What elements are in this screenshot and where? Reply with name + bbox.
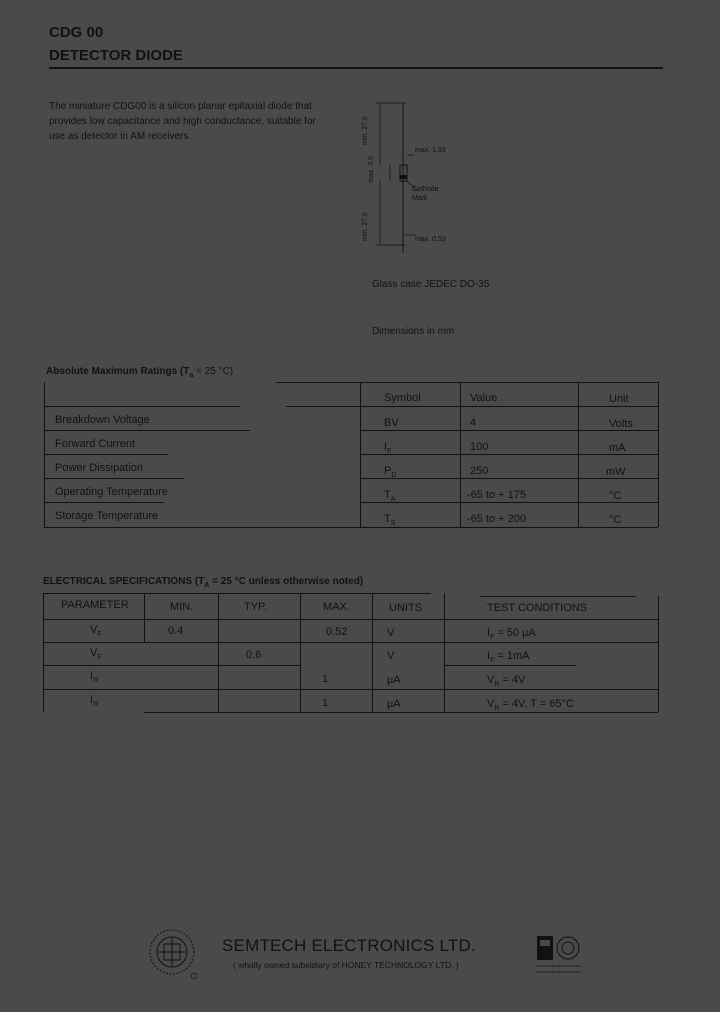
rule (480, 596, 636, 597)
ratings-header-unit: Unit (609, 393, 629, 405)
symbol-cell (384, 441, 391, 455)
param-cell: Breakdown Voltage (55, 414, 150, 426)
electrical-title-end: = 25 °C unless otherwise noted) (209, 576, 364, 587)
rule (43, 593, 44, 712)
cond-end: = 1mA (494, 650, 530, 662)
symbol-sub: F (387, 448, 392, 456)
symbol-text: T (384, 489, 391, 501)
cond-sub: F (490, 634, 495, 642)
rule (44, 478, 184, 479)
unit-cell: °C (609, 490, 622, 502)
company-logo-svg (146, 928, 198, 980)
rule (444, 665, 576, 666)
elec-header-test-conditions: TEST CONDITIONS (487, 602, 588, 614)
rule (43, 689, 658, 690)
case-text: Glass case JEDEC DO-35 (372, 279, 490, 290)
cond-sub: R (494, 705, 500, 713)
param-text: I (90, 694, 94, 706)
description-line: use as detector in AM receivers. (49, 131, 192, 142)
rule (360, 430, 658, 431)
rule (43, 642, 658, 643)
ratings-header-value: Value (470, 392, 498, 404)
units-cell: µA (387, 698, 401, 710)
rule (578, 382, 579, 527)
cond-end: = 4V (499, 674, 526, 686)
symbol-cell (384, 489, 395, 503)
cathode-label: Cathode (412, 186, 439, 193)
dim-bottom-label: min. 27.5 (362, 212, 369, 241)
condition-cell (487, 650, 530, 664)
symbol-text: P (384, 465, 392, 477)
param-cell: Forward Current (55, 438, 136, 450)
symbol-sub: D (391, 472, 397, 480)
elec-header-max: MAX. (323, 601, 350, 613)
param-cell (90, 647, 102, 661)
cond-text: V (487, 698, 495, 710)
param-text: V (90, 624, 98, 636)
symbol-text: T (384, 513, 391, 525)
value-cell: -65 to + 200 (467, 513, 527, 525)
part-number: CDG 00 (49, 24, 104, 41)
rule (44, 527, 658, 528)
max-cell: 1 (322, 673, 329, 685)
rule (360, 454, 658, 455)
unit-cell: mW (606, 466, 626, 478)
symbol-cell (384, 417, 399, 431)
certification-marks (535, 932, 583, 978)
dia-top-label: max. 1.93 (415, 147, 446, 154)
elec-header-parameter: PARAMETER (61, 599, 129, 611)
value-cell: 4 (470, 417, 477, 429)
param-sub: R (93, 677, 99, 685)
ratings-header-symbol: Symbol (384, 392, 421, 404)
company-name: SEMTECH ELECTRONICS LTD. (222, 936, 476, 955)
cond-text: I (487, 650, 491, 662)
units-cell: V (387, 650, 395, 662)
rule (144, 712, 658, 713)
symbol-cell (384, 465, 396, 479)
rule (144, 593, 145, 642)
title-rule (49, 67, 663, 69)
company-logo (146, 928, 198, 980)
symbol-sub: S (390, 520, 396, 528)
ratings-title-end: = 25 °C) (193, 366, 234, 377)
rule (460, 382, 461, 527)
param-sub: F (97, 631, 102, 639)
cond-sub: F (490, 657, 495, 665)
value-cell: -65 to + 175 (467, 489, 527, 501)
rule (658, 596, 659, 712)
param-sub: F (97, 654, 102, 662)
rule (372, 593, 373, 712)
rule (360, 478, 658, 479)
param-cell: Power Dissipation (55, 462, 144, 474)
dia-lead-label: max. 0.53 (415, 236, 446, 243)
rule (43, 619, 658, 620)
cond-text: I (487, 627, 491, 639)
rule (44, 454, 168, 455)
dimensions-note: Dimensions in mm (372, 326, 455, 337)
rule (218, 593, 219, 712)
elec-header-min: MIN. (170, 601, 194, 613)
param-cell (90, 694, 98, 708)
rule (44, 382, 45, 527)
max-cell: 1 (322, 697, 329, 709)
param-sub: R (93, 701, 99, 709)
diode-drawing (360, 95, 500, 255)
cond-end: = 50 µA (494, 627, 536, 639)
certification-marks-svg (535, 932, 583, 978)
cond-sub: R (494, 681, 500, 689)
elec-header-typ: TYP. (244, 601, 268, 613)
dim-top-label: min. 27.5 (362, 116, 369, 145)
rule (44, 502, 164, 503)
ratings-title-sub: a (189, 372, 194, 379)
value-cell: 100 (470, 441, 489, 453)
ratings-title (46, 366, 233, 379)
unit-cell: mA (609, 442, 626, 454)
rule (658, 382, 659, 527)
condition-cell (487, 674, 525, 688)
elec-header-units: UNITS (389, 602, 422, 614)
unit-cell: °C (609, 514, 622, 526)
condition-cell (487, 627, 536, 641)
rule (44, 430, 250, 431)
typ-cell: 0.6 (246, 649, 262, 661)
rule (360, 382, 361, 527)
rule (286, 406, 658, 407)
dim-body-label: max. 3.5 (368, 156, 375, 183)
electrical-title-text: ELECTRICAL SPECIFICATIONS (T (43, 576, 205, 587)
symbol-cell (384, 513, 395, 527)
param-text: V (90, 647, 98, 659)
rule (300, 593, 301, 712)
diode-outline-svg (360, 95, 500, 255)
cond-end: = 4V, T = 65°C (499, 698, 574, 710)
units-cell: µA (387, 674, 401, 686)
param-cell: Operating Temperature (55, 486, 168, 498)
symbol-sub: A (390, 496, 396, 504)
ratings-title-text: Absolute Maximum Ratings (T (46, 366, 190, 377)
electrical-title (43, 576, 363, 589)
min-cell: 0.4 (168, 625, 184, 637)
electrical-title-sub: A (204, 582, 210, 589)
symbol-text: I (384, 441, 388, 453)
description (49, 99, 316, 144)
description-line: provides low capacitance and high conductance, suitable for (49, 116, 316, 127)
unit-cell: Volts (609, 418, 633, 430)
value-cell: 250 (470, 465, 489, 477)
page-title: DETECTOR DIODE (49, 47, 183, 64)
max-cell: 0.52 (326, 626, 348, 638)
param-cell: Storage Temperature (55, 510, 159, 522)
rule (276, 382, 658, 383)
param-cell (90, 670, 98, 684)
description-line: The miniature CDG00 is a silicon planar epitaxial diode that (49, 101, 312, 112)
param-text: I (90, 670, 94, 682)
rule (43, 665, 300, 666)
rule (360, 502, 658, 503)
units-cell: V (387, 627, 395, 639)
param-cell (90, 624, 102, 638)
cathode-label-2: Mark (412, 195, 428, 202)
rule (444, 593, 445, 712)
cond-text: V (487, 674, 495, 686)
company-tagline: ( wholly owned subsidiary of HONEY TECHNOLOGY LTD. ) (233, 960, 459, 970)
rule (44, 406, 240, 407)
condition-cell (487, 698, 574, 712)
symbol-text: BV (384, 417, 399, 429)
